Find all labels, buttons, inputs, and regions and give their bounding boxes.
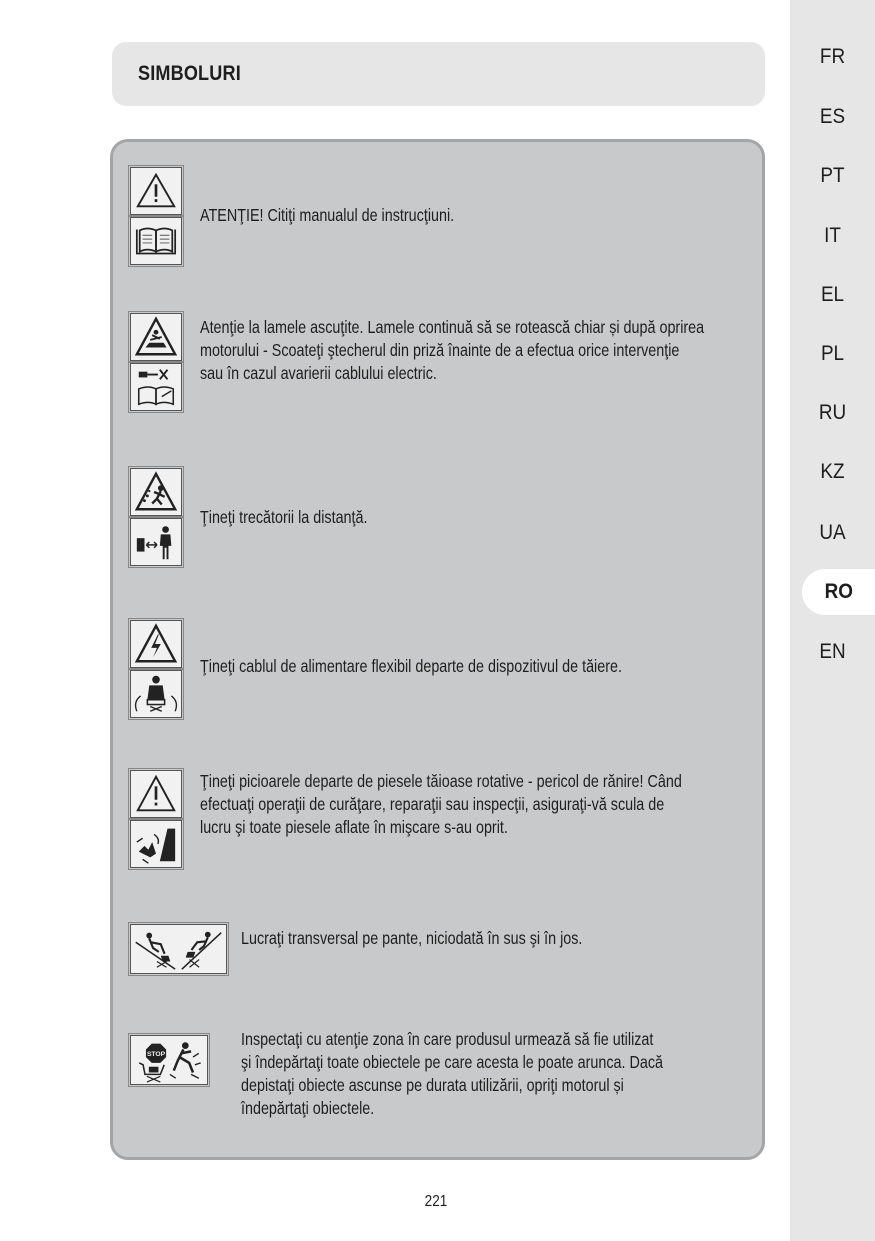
symbols-panel bbox=[110, 139, 765, 1160]
lang-tab-pl[interactable]: PL bbox=[820, 342, 845, 365]
symbol-text-bystanders bbox=[200, 506, 367, 529]
text-line: Atenţie la lamele ascuţite. Lamele continuă să se rotească chiar și după oprirea bbox=[200, 317, 705, 337]
lang-tab-es[interactable]: ES bbox=[819, 105, 846, 128]
text-line: sau în cazul avarierii cablului electric. bbox=[200, 363, 437, 383]
lang-tab-fr[interactable]: FR bbox=[819, 45, 846, 68]
lang-tab-pt[interactable]: PT bbox=[820, 164, 845, 187]
text-line: şi îndepărtaţi toate obiectele pe care acesta le poate arunca. Dacă bbox=[241, 1052, 664, 1072]
text-line: Lucraţi transversal pe pante, niciodată în sus şi în jos. bbox=[241, 928, 583, 948]
text-line: îndepărtaţi obiectele. bbox=[241, 1098, 375, 1118]
text-line: Inspectaţi cu atenţie zona în care produsul urmează să fie utilizat bbox=[241, 1029, 654, 1049]
lang-tab-el[interactable]: EL bbox=[820, 283, 845, 306]
slope-mowing-icon bbox=[130, 924, 227, 974]
symbol-text-power-cable bbox=[200, 655, 622, 678]
manual-book-icon bbox=[130, 217, 182, 265]
thrown-objects-warning-icon bbox=[130, 468, 182, 516]
lang-tab-ru[interactable]: RU bbox=[818, 401, 847, 424]
lang-tab-en[interactable]: EN bbox=[819, 640, 846, 663]
lang-tab-kz[interactable]: KZ bbox=[820, 460, 845, 483]
symbol-group-read-manual bbox=[130, 167, 182, 267]
text-line: motorului - Scoateţi ştecherul din priză înainte de a efectua orice intervenţie bbox=[200, 340, 680, 360]
stop-sign-label: STOP bbox=[146, 1051, 166, 1059]
text-line: Ţineţi trecătorii la distanţă. bbox=[200, 507, 368, 527]
symbol-text-inspect-area bbox=[241, 1028, 663, 1120]
keep-bystanders-away-icon bbox=[130, 518, 182, 566]
feet-rotating-blade-icon bbox=[130, 820, 182, 868]
lang-tab-ua[interactable]: UA bbox=[819, 521, 846, 544]
electric-shock-warning-icon bbox=[130, 620, 182, 668]
text-line: efectuaţi operaţii de curăţare, reparaţii sau inspecţii, asiguraţi-vă scula de bbox=[200, 794, 665, 814]
lang-tab-ro-active[interactable] bbox=[802, 569, 875, 615]
symbol-group-sharp-blades bbox=[130, 313, 182, 413]
exclamation-warning-icon bbox=[130, 770, 182, 818]
symbol-text-read-manual bbox=[200, 204, 454, 227]
sharp-blades-warning-icon bbox=[130, 313, 182, 361]
symbol-group-bystanders bbox=[130, 468, 182, 568]
stop-remove-objects-icon bbox=[130, 1035, 208, 1085]
symbol-group-feet-blades bbox=[130, 770, 182, 870]
symbol-group-power-cable bbox=[130, 620, 182, 720]
text-line: lucru şi toate piesele aflate în mişcare s-au oprit. bbox=[200, 817, 508, 837]
text-line: ATENŢIE! Citiţi manualul de instrucţiuni. bbox=[200, 205, 455, 225]
page-number: 221 bbox=[424, 1193, 448, 1210]
text-line: depistaţi obiecte ascunse pe durata utilizării, opriţi motorul și bbox=[241, 1075, 624, 1095]
text-line: Ţineţi picioarele departe de piesele tăioase rotative - pericol de rănire! Când bbox=[200, 771, 682, 791]
symbol-text-sharp-blades bbox=[200, 316, 704, 385]
text-line: Ţineţi cablul de alimentare flexibil departe de dispozitivul de tăiere. bbox=[200, 656, 622, 676]
warning-triangle-icon bbox=[130, 167, 182, 215]
symbol-text-slopes bbox=[241, 927, 582, 950]
symbol-text-feet-blades bbox=[200, 770, 682, 839]
unplug-manual-icon bbox=[130, 363, 182, 411]
lang-tab-it[interactable]: IT bbox=[824, 224, 841, 247]
cable-away-from-blades-icon bbox=[130, 670, 182, 718]
active-lang-label: RO bbox=[824, 580, 853, 603]
page-title: SIMBOLURI bbox=[138, 62, 241, 85]
section-header bbox=[112, 42, 765, 106]
